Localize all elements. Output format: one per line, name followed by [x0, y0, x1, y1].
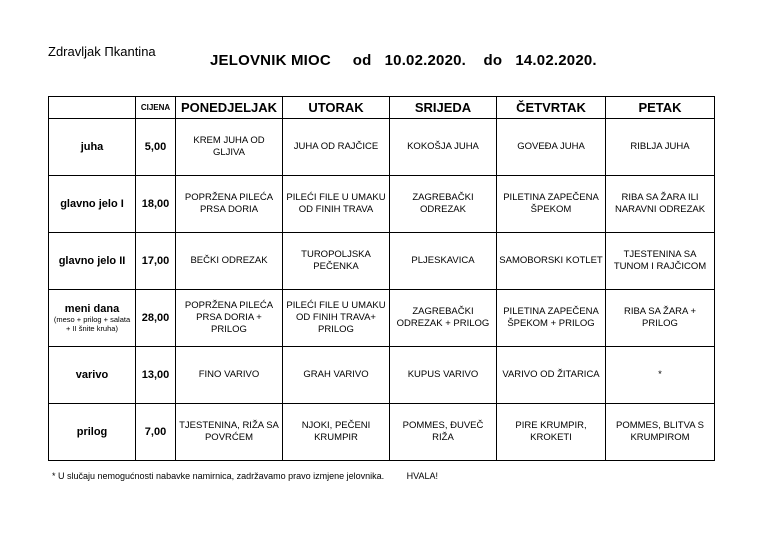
- day-header-wednesday: SRIJEDA: [390, 97, 497, 119]
- price-cell: 28,00: [136, 290, 176, 347]
- price-cell: 17,00: [136, 233, 176, 290]
- price-cell: 7,00: [136, 404, 176, 461]
- dish-cell-thursday: SAMOBORSKI KOTLET: [497, 233, 606, 290]
- category-label: meni dana: [64, 303, 120, 315]
- dish-cell-friday: RIBA SA ŽARA ILI NARAVNI ODREZAK: [606, 176, 715, 233]
- dish-cell-monday: KREM JUHA OD GLJIVA: [176, 119, 283, 176]
- menu-row-4: [49, 290, 715, 347]
- day-header-thursday: ČETVRTAK: [497, 97, 606, 119]
- dish-cell-thursday: VARIVO OD ŽITARICA: [497, 347, 606, 404]
- dish-cell-thursday: GOVEĐA JUHA: [497, 119, 606, 176]
- day-header-friday: PETAK: [606, 97, 715, 119]
- dish-cell-friday: *: [606, 347, 715, 404]
- category-cell: [49, 119, 136, 176]
- price-cell: 18,00: [136, 176, 176, 233]
- table-header-row: [49, 97, 715, 119]
- dish-cell-friday: POMMES, BLITVA S KRUMPIROM: [606, 404, 715, 461]
- dish-cell-wednesday: KOKOŠJA JUHA: [390, 119, 497, 176]
- category-note: (meso + prilog + salata + II šnite kruha): [53, 315, 131, 333]
- dish-cell-monday: FINO VARIVO: [176, 347, 283, 404]
- footnote: * U slučaju nemogućnosti nabavke namirnica, zadržavamo pravo izmjene jelovnika. HVALA!: [52, 471, 439, 481]
- dish-cell-friday: RIBLJA JUHA: [606, 119, 715, 176]
- menu-row-1: [49, 119, 715, 176]
- category-cell: [49, 404, 136, 461]
- price-column-header: CIJENA: [136, 97, 176, 119]
- dish-cell-tuesday: PILEĆI FILE U UMAKU OD FINIH TRAVA+ PRILOG: [283, 290, 390, 347]
- organization-name: Zdravljak Πkantina: [48, 44, 156, 59]
- category-cell: [49, 347, 136, 404]
- menu-row-5: [49, 347, 715, 404]
- dish-cell-wednesday: KUPUS VARIVO: [390, 347, 497, 404]
- dish-cell-wednesday: ZAGREBAČKI ODREZAK + PRILOG: [390, 290, 497, 347]
- category-label: glavno jelo I: [60, 198, 124, 210]
- dish-cell-tuesday: GRAH VARIVO: [283, 347, 390, 404]
- dish-cell-monday: POPRŽENA PILEĆA PRSA DORIA + PRILOG: [176, 290, 283, 347]
- price-cell: 13,00: [136, 347, 176, 404]
- dish-cell-monday: POPRŽENA PILEĆA PRSA DORIA: [176, 176, 283, 233]
- dish-cell-tuesday: NJOKI, PEČENI KRUMPIR: [283, 404, 390, 461]
- category-cell: [49, 176, 136, 233]
- dish-cell-friday: TJESTENINA SA TUNOM I RAJČICOM: [606, 233, 715, 290]
- dish-cell-thursday: PILETINA ZAPEČENA ŠPEKOM + PRILOG: [497, 290, 606, 347]
- dish-cell-thursday: PILETINA ZAPEČENA ŠPEKOM: [497, 176, 606, 233]
- dish-cell-wednesday: ZAGREBAČKI ODREZAK: [390, 176, 497, 233]
- menu-title: JELOVNIK MIOC od 10.02.2020. do 14.02.2020.: [210, 52, 597, 69]
- category-cell: [49, 233, 136, 290]
- dish-cell-monday: BEČKI ODREZAK: [176, 233, 283, 290]
- menu-row-6: [49, 404, 715, 461]
- dish-cell-friday: RIBA SA ŽARA + PRILOG: [606, 290, 715, 347]
- dish-cell-thursday: PIRE KRUMPIR, KROKETI: [497, 404, 606, 461]
- weekly-menu-table: [48, 96, 715, 461]
- day-header-monday: PONEDJELJAK: [176, 97, 283, 119]
- category-label: prilog: [76, 426, 108, 438]
- empty-corner-cell: [49, 97, 136, 119]
- dish-cell-monday: TJESTENINA, RIŽA SA POVRĆEM: [176, 404, 283, 461]
- dish-cell-wednesday: PLJESKAVICA: [390, 233, 497, 290]
- dish-cell-tuesday: PILEĆI FILE U UMAKU OD FINIH TRAVA: [283, 176, 390, 233]
- dish-cell-tuesday: JUHA OD RAJČICE: [283, 119, 390, 176]
- dish-cell-tuesday: TUROPOLJSKA PEČENKA: [283, 233, 390, 290]
- menu-row-3: [49, 233, 715, 290]
- price-cell: 5,00: [136, 119, 176, 176]
- day-header-tuesday: UTORAK: [283, 97, 390, 119]
- category-cell: [49, 290, 136, 347]
- menu-row-2: [49, 176, 715, 233]
- dish-cell-wednesday: POMMES, ĐUVEČ RIŽA: [390, 404, 497, 461]
- category-label: juha: [80, 141, 104, 153]
- category-label: glavno jelo II: [58, 255, 126, 267]
- category-label: varivo: [75, 369, 109, 381]
